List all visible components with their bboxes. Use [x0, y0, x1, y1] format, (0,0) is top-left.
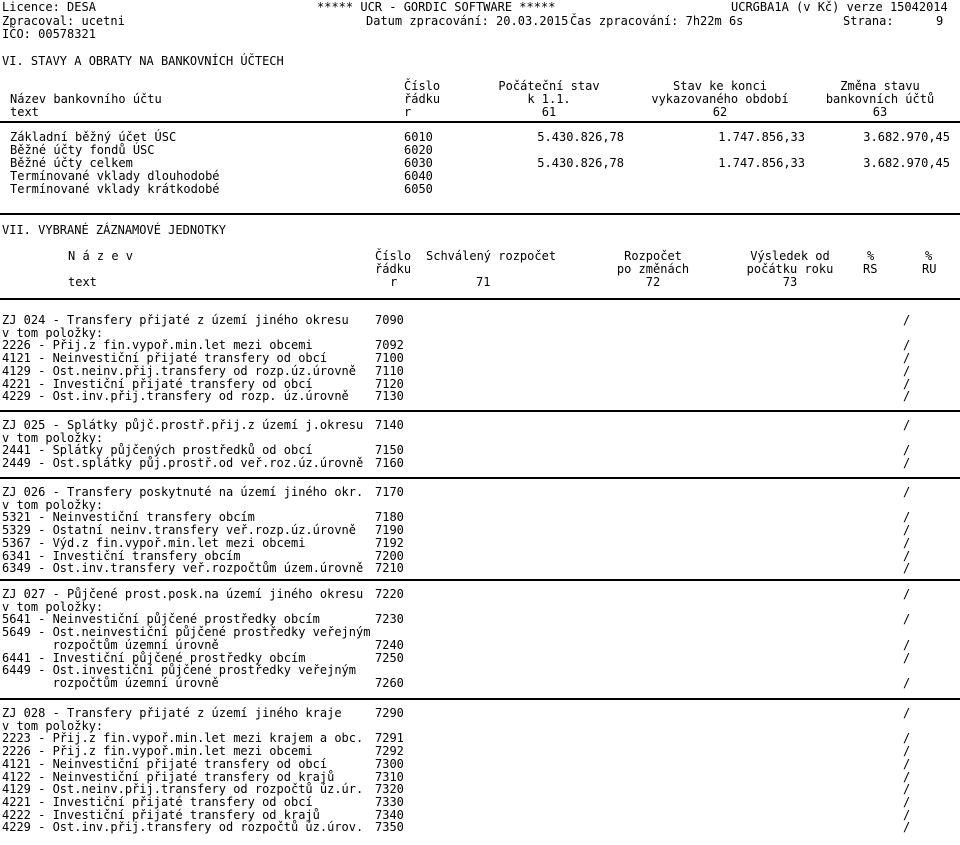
s7-line-slash: /	[903, 744, 911, 758]
s7-line-slash: /	[903, 820, 911, 834]
s7-header-rule	[0, 298, 960, 300]
s7-line-slash: /	[903, 561, 911, 575]
s6-row-name: Běžné účty celkem	[10, 156, 133, 170]
s7-line-text: 2223 - Přij.z fin.vypoř.min.let mezi krajem a obc.	[2, 731, 364, 745]
s7-line-slash: /	[903, 485, 911, 499]
s7-col-budget-3: 71	[476, 275, 491, 289]
s7-line-row: 7192	[375, 536, 404, 550]
s7-line-text: 5641 - Neinvestiční půjčené prostředky obcím	[2, 612, 320, 626]
page-number: 9	[936, 14, 944, 28]
s6-row-number: 6050	[404, 182, 433, 196]
s7-line-row: 7120	[375, 377, 404, 391]
s6-col-row-3: r	[404, 105, 412, 119]
s7-line-row: 7170	[375, 485, 404, 499]
s7-line-slash: /	[903, 364, 911, 378]
s7-col-row-2: řádku	[375, 262, 412, 276]
s7-line-slash: /	[903, 808, 911, 822]
s7-line-slash: /	[903, 676, 911, 690]
s7-line-row: 7092	[375, 338, 404, 352]
s6-col-name-1: Název bankovního účtu	[10, 92, 162, 106]
s7-line-row: 7160	[375, 456, 404, 470]
section7-title: VII. VYBRANÉ ZÁZNAMOVÉ JEDNOTKY	[2, 223, 226, 237]
s7-line-row: 7130	[375, 389, 404, 403]
s7-col-budget-1: Schválený rozpočet	[426, 249, 557, 263]
s7-col-after-3: 72	[645, 275, 661, 289]
s6-row-start: 5.430.826,78	[537, 130, 624, 144]
s6-row-change: 3.682.970,45	[863, 130, 950, 144]
s7-line-row: 7210	[375, 561, 404, 575]
s7-line-row: 7220	[375, 587, 404, 601]
s7-line-text: v tom položky:	[2, 600, 104, 614]
s6-col-name-2: text	[10, 105, 39, 119]
licence-text: Licence: DESA	[2, 0, 96, 14]
s7-col-name-1: N á z e v	[68, 249, 134, 263]
s7-line-row: 7340	[375, 808, 404, 822]
s7-line-slash: /	[903, 587, 911, 601]
s7-line-row: 7180	[375, 510, 404, 524]
s7-line-text: 5329 - Ostatní neinv.transfery veř.rozp.úz.úrovně	[2, 523, 357, 537]
s6-col-end-2: vykazovaného období	[651, 92, 789, 106]
s6-col-change-2: bankovních účtů	[825, 92, 935, 106]
s7-line-text: 2226 - Přij.z fin.vypoř.min.let mezi obcemi	[2, 338, 313, 352]
s7-line-row: 7300	[375, 757, 404, 771]
report-code-text: UCRGBA1A (v Kč) verze 15042014	[731, 0, 948, 14]
s7-line-slash: /	[903, 313, 911, 327]
ico-text: IČO: 00578321	[2, 27, 96, 41]
s7-line-text: ZJ 027 - Půjčené prost.posk.na území jiného okresu	[2, 587, 364, 601]
s7-line-slash: /	[903, 418, 911, 432]
s7-line-row: 7100	[375, 351, 404, 365]
processing-date-text: Datum zpracování: 20.03.2015	[366, 14, 569, 28]
group-separator-rule	[0, 477, 960, 479]
s7-line-slash: /	[903, 651, 911, 665]
s7-col-after-1: Rozpočet	[624, 249, 682, 263]
s7-line-row: 7330	[375, 795, 404, 809]
s7-line-slash: /	[903, 638, 911, 652]
s7-line-slash: /	[903, 549, 911, 563]
s6-row-name: Termínované vklady krátkodobé	[10, 182, 220, 196]
s7-line-slash: /	[903, 351, 911, 365]
s6-col-change-1: Změna stavu	[840, 79, 920, 93]
s6-col-end-3: 62	[712, 105, 728, 119]
s7-line-slash: /	[903, 757, 911, 771]
s7-line-slash: /	[903, 443, 911, 457]
s7-line-row: 7291	[375, 731, 404, 745]
s7-line-text: 6349 - Ost.inv.transfery veř.rozpočtům územ.úrovně	[2, 561, 364, 575]
s6-row-number: 6010	[404, 130, 433, 144]
s7-line-slash: /	[903, 782, 911, 796]
s7-top-rule	[0, 213, 960, 215]
s7-line-text: 5367 - Výd.z fin.vypoř.min.let mezi obcemi	[2, 536, 306, 550]
s6-row-name: Základní běžný účet ÚSC	[10, 130, 177, 144]
s6-row-end: 1.747.856,33	[718, 130, 805, 144]
s6-col-start-2: k 1.1.	[527, 92, 571, 106]
s7-col-after-2: po změnách	[616, 262, 690, 276]
s7-line-text: 4129 - Ost.neinv.přij.transfery od rozpočtů úz.úr.	[2, 782, 364, 796]
s7-line-row: 7320	[375, 782, 404, 796]
s7-line-text: ZJ 024 - Transfery přijaté z území jiného okresu	[2, 313, 349, 327]
s7-line-slash: /	[903, 523, 911, 537]
s7-line-row: 7090	[375, 313, 404, 327]
s6-row-name: Termínované vklady dlouhodobé	[10, 169, 220, 183]
s7-line-text: 4222 - Investiční přijaté transfery od krajů	[2, 808, 320, 822]
s7-line-slash: /	[903, 536, 911, 550]
s7-line-text: 4121 - Neinvestiční přijaté transfery od obcí	[2, 351, 328, 365]
s7-col-row-1: Číslo	[375, 249, 412, 263]
s6-row-number: 6020	[404, 143, 433, 157]
s6-col-change-3: 63	[872, 105, 888, 119]
s7-line-text: 4122 - Neinvestiční přijaté transfery od krajů	[2, 770, 335, 784]
s7-line-row: 7260	[375, 676, 404, 690]
s7-line-row: 7310	[375, 770, 404, 784]
s6-col-end-1: Stav ke konci	[673, 79, 767, 93]
s7-line-text: rozpočtům územní úrovně	[2, 638, 219, 652]
s7-line-row: 7240	[375, 638, 404, 652]
s7-col-result-3: 73	[782, 275, 798, 289]
s7-col-ru-2: RU	[922, 262, 937, 276]
s7-line-text: v tom položky:	[2, 431, 104, 445]
s7-col-rs-2: RS	[863, 262, 878, 276]
s6-row-change: 3.682.970,45	[863, 156, 950, 170]
s6-row-start: 5.430.826,78	[537, 156, 624, 170]
s7-line-slash: /	[903, 795, 911, 809]
s7-line-text: v tom položky:	[2, 498, 104, 512]
s7-line-text: 6341 - Investiční transfery obcím	[2, 549, 241, 563]
s6-header-rule	[0, 121, 960, 123]
s7-line-text: ZJ 025 - Splátky půjč.prostř.přij.z území j.okresu	[2, 418, 364, 432]
product-text: ***** UCR - GORDIC SOFTWARE *****	[317, 0, 556, 14]
s7-line-slash: /	[903, 706, 911, 720]
s7-line-text: 4221 - Investiční přijaté transfery od obcí	[2, 795, 313, 809]
s7-line-text: 6441 - Investiční půjčené prostředky obcím	[2, 651, 306, 665]
s7-line-text: v tom položky:	[2, 719, 104, 733]
s7-col-rs-1: %	[867, 249, 875, 263]
group-separator-rule	[0, 698, 960, 700]
s7-line-text: 2226 - Přij.z fin.vypoř.min.let mezi obcemi	[2, 744, 313, 758]
s7-line-text: 5649 - Ost.neinvestiční půjčené prostředky veřejným	[2, 625, 371, 639]
s7-line-text: 4229 - Ost.inv.přij.transfery od rozp. úz.úrovně	[2, 389, 349, 403]
s7-line-text: 4129 - Ost.neinv.přij.transfery od rozp.úz.úrovně	[2, 364, 357, 378]
s7-line-row: 7190	[375, 523, 404, 537]
section6-title: VI. STAVY A OBRATY NA BANKOVNÍCH ÚČTECH	[2, 54, 284, 68]
s6-row-name: Běžné účty fondů ÚSC	[10, 143, 155, 157]
processing-time-text: Čas zpracování: 7h22m 6s	[570, 14, 744, 28]
s6-col-row-1: Číslo	[404, 79, 441, 93]
s7-line-row: 7290	[375, 706, 404, 720]
s7-line-text: v tom položky:	[2, 326, 104, 340]
group-separator-rule	[0, 579, 960, 581]
s7-line-slash: /	[903, 389, 911, 403]
s7-line-row: 7230	[375, 612, 404, 626]
s7-line-text: 2449 - Ost.splátky půj.prostř.od veř.roz.úz.úrovně	[2, 456, 364, 470]
s7-col-ru-1: %	[925, 249, 933, 263]
s6-col-start-3: 61	[541, 105, 557, 119]
s6-row-number: 6030	[404, 156, 433, 170]
s7-line-slash: /	[903, 377, 911, 391]
s7-col-result-1: Výsledek od	[750, 249, 830, 263]
group-separator-rule	[0, 410, 960, 412]
s7-line-row: 7140	[375, 418, 404, 432]
s7-line-text: rozpočtům územní úrovně	[2, 676, 219, 690]
s7-col-name-2: text	[68, 275, 97, 289]
s7-col-result-2: počátku roku	[746, 262, 834, 276]
s7-line-text: 4229 - Ost.inv.přij.transfery od rozpočtů úz.úrov.	[2, 820, 364, 834]
s7-line-slash: /	[903, 510, 911, 524]
s7-line-row: 7350	[375, 820, 404, 834]
s7-line-text: ZJ 028 - Transfery přijaté z území jiného kraje	[2, 706, 342, 720]
s7-line-text: 4121 - Neinvestiční přijaté transfery od obcí	[2, 757, 328, 771]
s7-line-slash: /	[903, 770, 911, 784]
s7-line-text: 2441 - Splátky půjčených prostředků od obcí	[2, 443, 313, 457]
processed-by-text: Zpracoval: ucetni	[2, 14, 125, 28]
s6-row-end: 1.747.856,33	[718, 156, 805, 170]
s7-line-row: 7200	[375, 549, 404, 563]
s7-line-text: 5321 - Neinvestiční transfery obcím	[2, 510, 255, 524]
s7-line-row: 7110	[375, 364, 404, 378]
s7-line-row: 7292	[375, 744, 404, 758]
s6-col-start-1: Počáteční stav	[498, 79, 600, 93]
s6-col-row-2: řádku	[404, 92, 441, 106]
s7-line-row: 7150	[375, 443, 404, 457]
s7-line-slash: /	[903, 456, 911, 470]
s7-line-text: 6449 - Ost.investiční půjčené prostředky veřejným	[2, 663, 357, 677]
s7-line-slash: /	[903, 338, 911, 352]
s7-col-row-3: r	[390, 275, 398, 289]
s7-line-text: ZJ 026 - Transfery poskytnuté na území jiného okr.	[2, 485, 364, 499]
s6-row-number: 6040	[404, 169, 433, 183]
s7-line-text: 4221 - Investiční přijaté transfery od obcí	[2, 377, 313, 391]
s7-line-slash: /	[903, 731, 911, 745]
page-label: Strana:	[843, 14, 894, 28]
s7-line-slash: /	[903, 612, 911, 626]
s7-line-row: 7250	[375, 651, 404, 665]
